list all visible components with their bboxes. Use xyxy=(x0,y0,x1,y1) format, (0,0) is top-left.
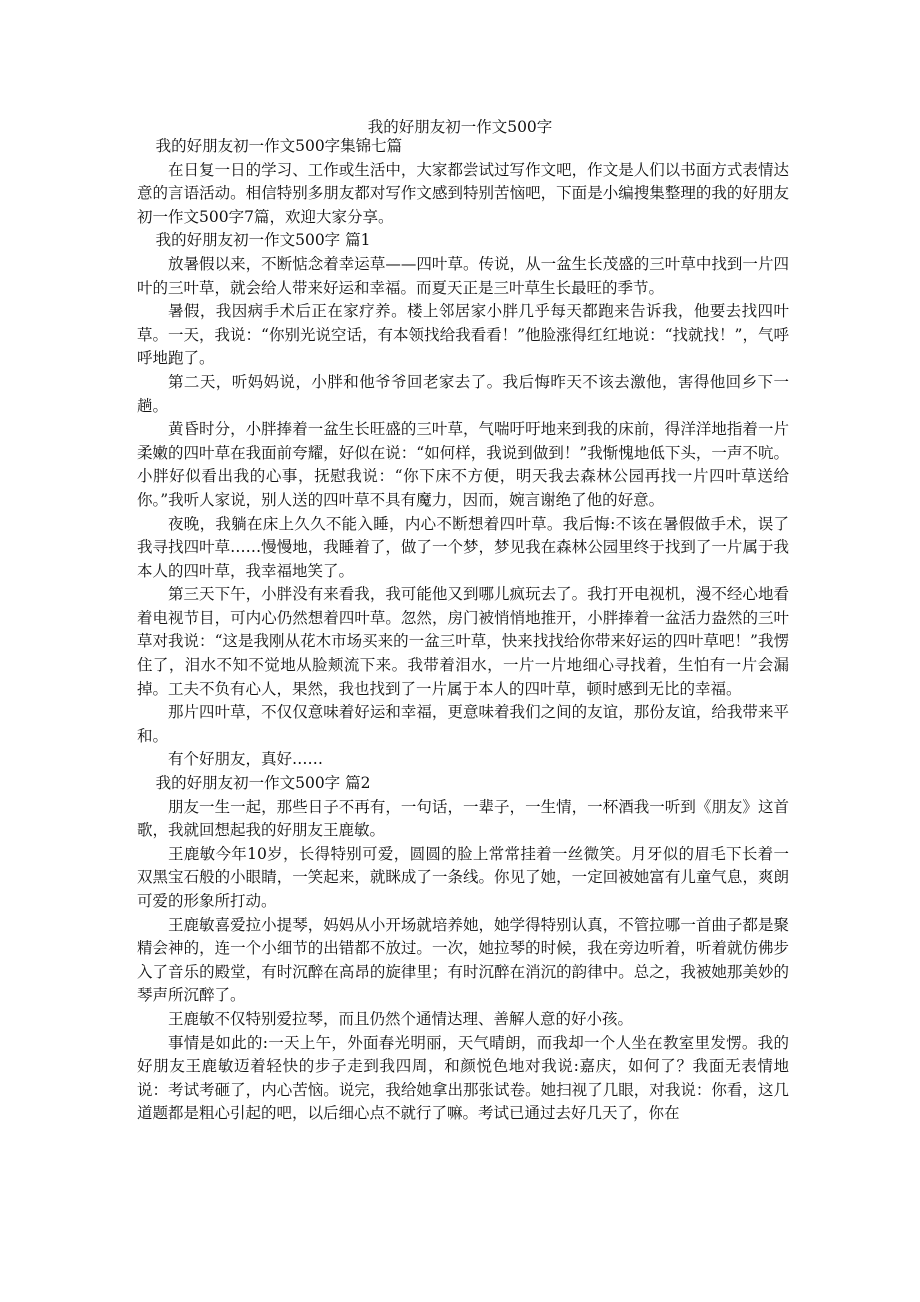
paragraph: 王鹿敏喜爱拉小提琴，妈妈从小开场就培养她，她学得特别认真，不管拉哪一首曲子都是聚精会神的，连一个小细节的出错都不放过。一次，她拉琴的时候，我在旁边听着，听着就仿佛步入了音乐的殿堂，有时沉醉在高昂的旋律里；有时沉醉在消沉的韵律中。总之，我被她那美妙的琴声所沉醉了。 xyxy=(137,915,789,1005)
paragraph: 夜晚，我躺在床上久久不能入睡，内心不断想着四叶草。我后悔:不该在暑假做手术，误了我寻找四叶草……慢慢地，我睡着了，做了一个梦，梦见我在森林公园里终于找到了一片属于我本人的四叶草，我幸福地笑了。 xyxy=(137,514,789,580)
paragraph: 有个好朋友，真好…… xyxy=(168,750,324,769)
paragraph: 放暑假以来，不断惦念着幸运草——四叶草。传说，从一盆生长茂盛的三叶草中找到一片四叶的三叶草，就会给人带来好运和幸福。而夏天正是三叶草生长最旺的季节。 xyxy=(137,254,789,297)
intro-paragraph: 在日复一日的学习、工作或生活中，大家都尝试过写作文吧，作文是人们以书面方式表情达意的言语活动。相信特别多朋友都对写作文感到特别苦恼吧，下面是小编搜集整理的我的好朋友初一作文500字7篇，欢迎大家分享。 xyxy=(137,160,789,226)
paragraph: 那片四叶草，不仅仅意味着好运和幸福，更意味着我们之间的友谊，那份友谊，给我带来平和。 xyxy=(137,703,789,745)
paragraph: 王鹿敏今年10岁，长得特别可爱，圆圆的脸上常常挂着一丝微笑。月牙似的眉毛下长着一双黑宝石般的小眼睛，一笑起来，就眯成了一条线。你见了她，一定回被她富有儿童气息，爽朗可爱的形象所打动。 xyxy=(137,844,789,910)
paragraph: 朋友一生一起，那些日子不再有，一句话，一辈子，一生情，一杯酒我一听到《朋友》这首歌，我就回想起我的好朋友王鹿敏。 xyxy=(137,797,789,840)
paragraph: 第三天下午，小胖没有来看我，我可能他又到哪儿疯玩去了。我打开电视机，漫不经心地看着电视节目，可内心仍然想着四叶草。忽然，房门被悄悄地推开，小胖捧着一盆活力盎然的三叶草对我说：“这是我刚从花木市场买来的一盆三叶草，快来找找给你带来好运的四叶草吧！”我愣住了，泪水不知不觉地从脸颊流下来。我带着泪水，一片一片地细心寻找着，生怕有一片会漏掉。工夫不负有心人，果然，我也找到了一片属于本人的四叶草，顿时感到无比的幸福。 xyxy=(137,585,789,698)
document-body xyxy=(137,135,789,1126)
paragraph: 黄昏时分，小胖捧着一盆生长旺盛的三叶草，气喘吁吁地来到我的床前，得洋洋地指着一片柔嫩的四叶草在我面前夸耀，好似在说：“如何样，我说到做到！”我惭愧地低下头，一声不吭。小胖好似看出我的心事，抚慰我说：“你下床不方便，明天我去森林公园再找一片四叶草送给你。”我听人家说，别人送的四叶草不具有魔力，因而，婉言谢绝了他的好意。 xyxy=(137,420,789,509)
document-title: 我的好朋友初一作文500字 xyxy=(367,118,553,136)
paragraph: 暑假，我因病手术后正在家疗养。楼上邻居家小胖几乎每天都跑来告诉我，他要去找四叶草。一天，我说：“你别光说空话，有本领找给我看看！”他脸涨得红红地说：“找就找！”，气呼呼地跑了。 xyxy=(137,302,789,368)
document-subtitle: 我的好朋友初一作文500字集锦七篇 xyxy=(155,137,403,155)
paragraph: 事情是如此的:一天上午，外面春光明丽，天气晴朗，而我却一个人坐在教室里发愣。我的好朋友王鹿敏迈着轻快的步子走到我四周，和颜悦色地对我说:嘉庆，如何了？我面无表情地说：考试考砸了，内心苦恼。说完，我给她拿出那张试卷。她扫视了几眼，对我说：你看，这几道题都是粗心引起的吧，以后细心点不就行了嘛。考试已通过去好几天了，你在 xyxy=(137,1033,789,1123)
paragraph: 第二天，听妈妈说，小胖和他爷爷回老家去了。我后悔昨天不该去激他，害得他回乡下一趟。 xyxy=(137,372,789,415)
section-heading-1: 我的好朋友初一作文500字 篇1 xyxy=(155,231,371,250)
paragraph: 王鹿敏不仅特别爱拉琴，而且仍然个通情达理、善解人意的好小孩。 xyxy=(168,1009,634,1028)
section-heading-2: 我的好朋友初一作文500字 篇2 xyxy=(155,774,371,793)
